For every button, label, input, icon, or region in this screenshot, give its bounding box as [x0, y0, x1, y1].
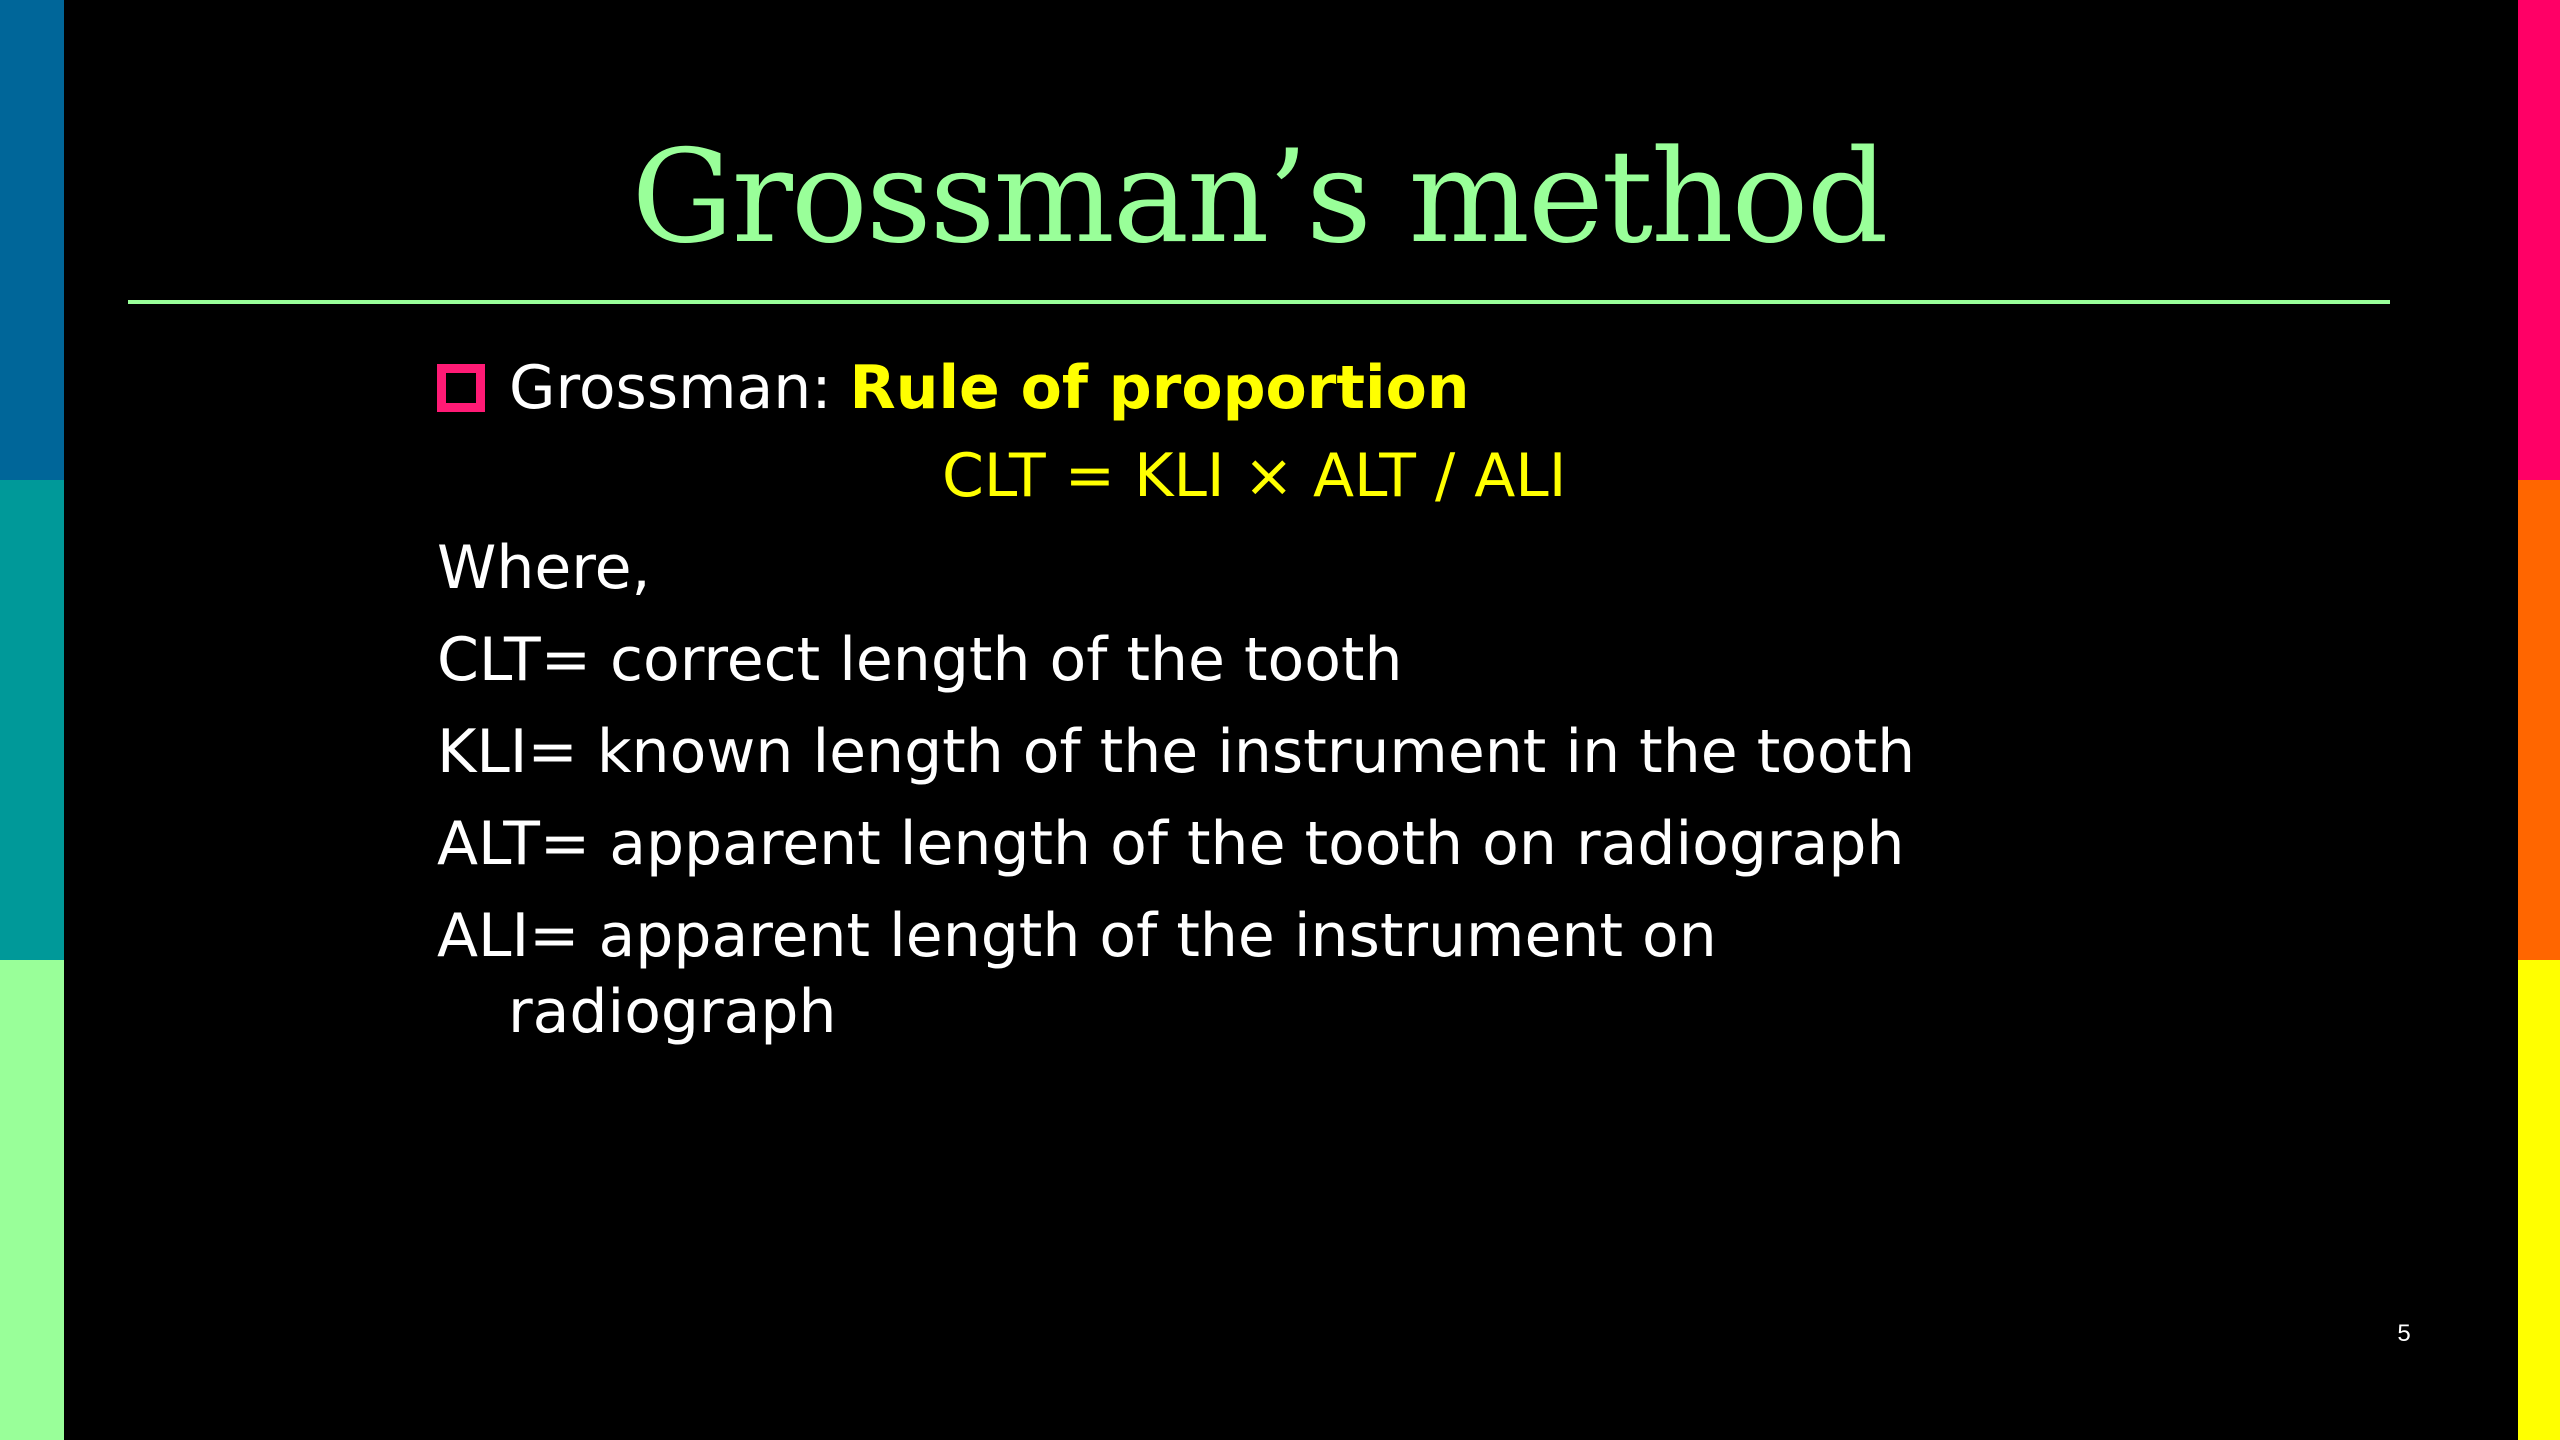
title-divider — [128, 300, 2390, 304]
right-accent-bar-top — [2518, 0, 2560, 480]
definition-clt: CLT= correct length of the tooth — [437, 625, 1403, 695]
hollow-square-bullet-icon — [437, 364, 485, 412]
definition-alt: ALT= apparent length of the tooth on radiograph — [437, 809, 1905, 879]
definition-ali: ALI= apparent length of the instrument on — [437, 901, 1717, 971]
right-accent-bar-middle — [2518, 480, 2560, 960]
definition-kli: KLI= known length of the instrument in the tooth — [437, 717, 1916, 787]
bullet-item — [437, 348, 1470, 428]
formula: CLT = KLI × ALT / ALI — [942, 441, 1567, 511]
left-accent-bar-middle — [0, 480, 64, 960]
definition-ali-continuation: radiograph — [508, 977, 837, 1047]
right-accent-bar-bottom — [2518, 960, 2560, 1440]
bullet-label: Grossman: — [509, 353, 832, 423]
page-number: 5 — [2397, 1320, 2411, 1347]
bullet-emphasis: Rule of proportion — [849, 353, 1470, 423]
left-accent-bar-top — [0, 0, 64, 480]
slide-title: Grossman’s method — [631, 123, 1887, 272]
where-label: Where, — [437, 533, 651, 603]
left-accent-bar-bottom — [0, 960, 64, 1440]
